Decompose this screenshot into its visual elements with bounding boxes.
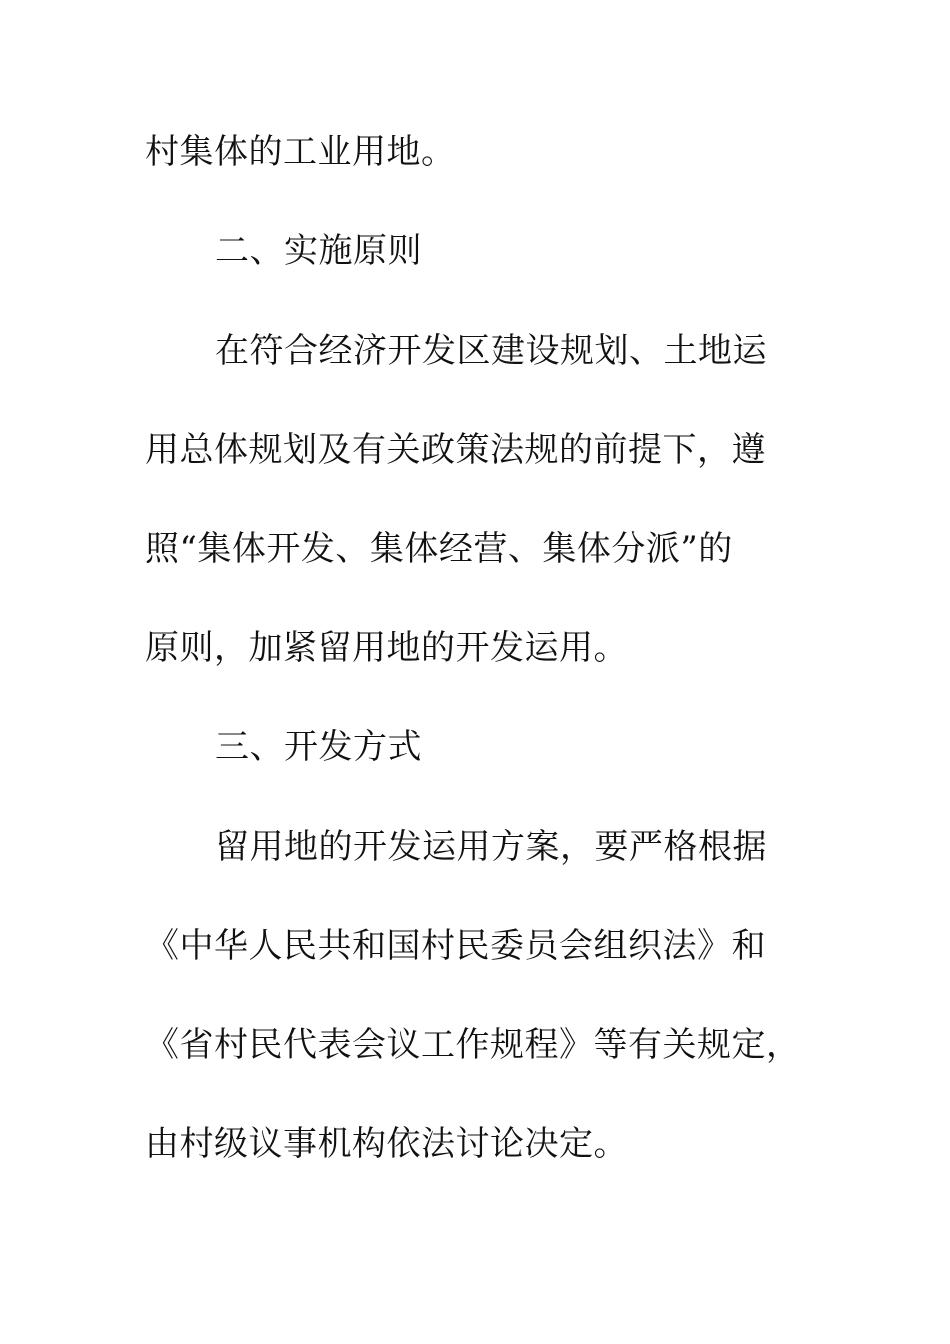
- paragraph-line: 《省村民代表会议工作规程》等有关规定，: [145, 1025, 801, 1065]
- paragraph-line: 《中华人民共和国村民委员会组织法》和: [145, 926, 766, 966]
- paragraph-line: 原则，加紧留用地的开发运用。: [145, 628, 628, 668]
- paragraph-line: 用总体规划及有关政策法规的前提下，遵: [145, 430, 766, 470]
- section-heading: 三、开发方式: [215, 727, 422, 767]
- paragraph-line: 留用地的开发运用方案，要严格根据: [215, 827, 767, 867]
- paragraph-line: 村集体的工业用地。: [145, 132, 456, 172]
- section-heading: 二、实施原则: [215, 231, 422, 271]
- paragraph-line: 由村级议事机构依法讨论决定。: [145, 1124, 628, 1164]
- paragraph-line: 照“集体开发、集体经营、集体分派”的: [145, 529, 733, 569]
- paragraph-line: 在符合经济开发区建设规划、土地运: [215, 331, 767, 371]
